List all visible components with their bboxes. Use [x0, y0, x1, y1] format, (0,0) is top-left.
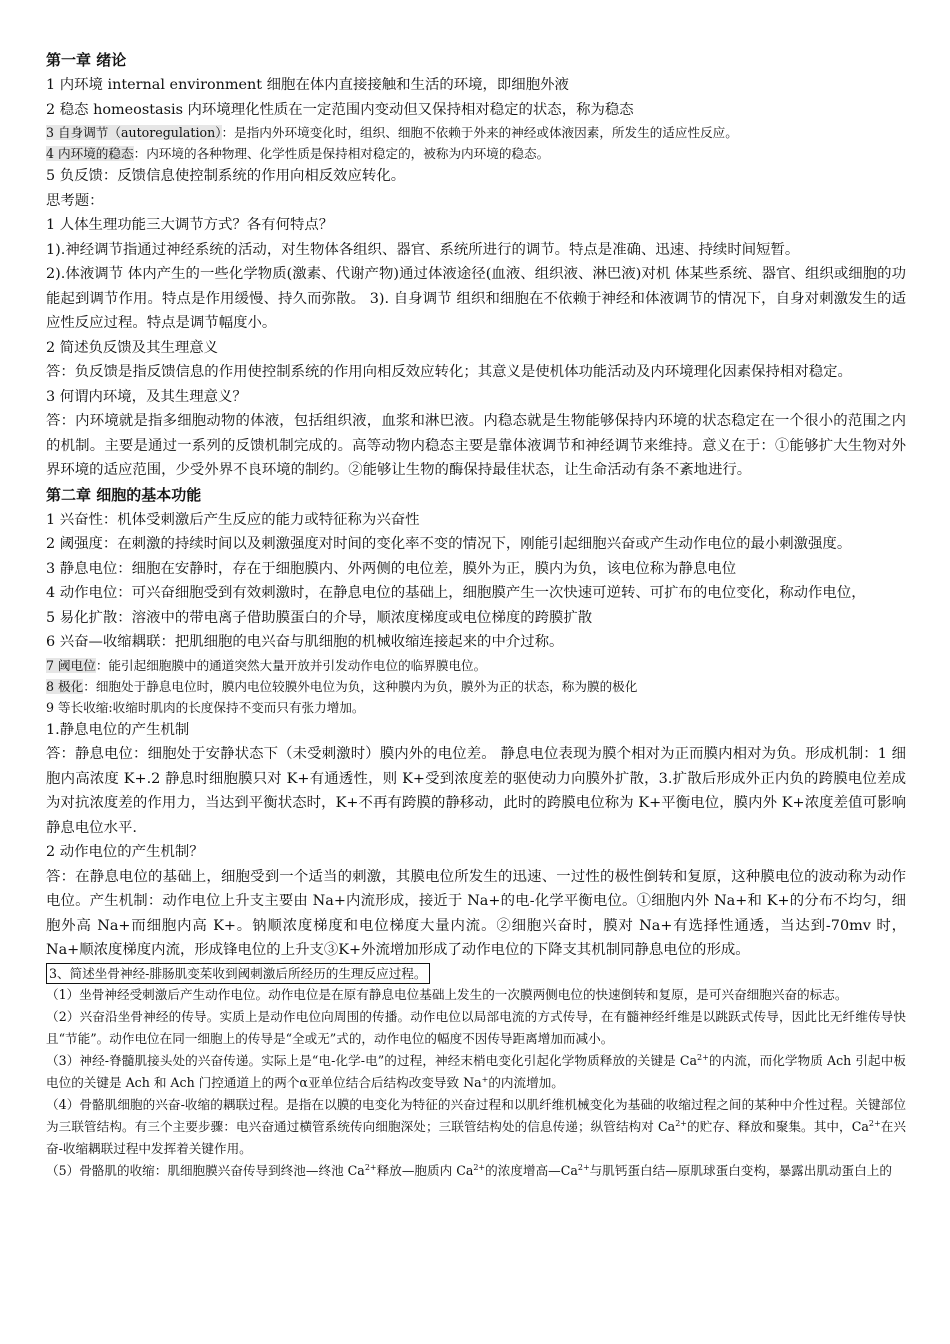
- ch1-def-2: 2 稳态 homeostasis 内环境理化性质在一定范围内变动但又保持相对稳定的状态，称为稳态: [46, 101, 634, 118]
- ch2-def-7: [46, 655, 906, 676]
- ch1-def-4-text: ：内环境的各种物理、化学性质是保持相对稳定的，被称为内环境的稳态。: [133, 146, 550, 161]
- ch1-answer-3: 答：内环境就是指多细胞动物的体液，包括组织液，血浆和淋巴液。内稳态就是生物能够保持内环境的状态稳定在一个很小的范围之内的机制。主要是通过一系列的反馈机制完成的。高等动物内稳态主要是靠体液调节和神经调节来维持。意义在于：①能够扩大生物对外界环境的适应范围，少受外界不良环境的制约。②能够让生物的酶保持最佳状态，让生命活动有条不紊地进行。: [46, 413, 906, 478]
- chapter-1-title: 第一章 绪论: [46, 51, 127, 69]
- ch2-step-1: （1）坐骨神经受刺激后产生动作电位。动作电位是在原有静息电位基础上发生的一次膜两侧电位的快速倒转和复原，是可兴奋细胞兴奋的标志。: [46, 986, 848, 1002]
- ch2-answer-1: 答：静息电位：细胞处于安静状态下（未受刺激时）膜内外的电位差。 静息电位表现为膜个相对为正而膜内相对为负。形成机制：1 细胞内高浓度 K+.2 静息时细胞膜只对 K+有通透性，则 K+受到浓度差的驱使动力向膜外扩散，3.扩散后形成外正内负的跨膜电位差成为对抗浓度差的作用力，当达到平衡状态时，K+不再有跨膜的静移动，此时的跨膜电位称为 K+平衡电位，膜内外 K+浓度差值可影响静息电位水平.: [46, 746, 906, 836]
- ch2-step-4-part-b: 的贮存、释放和聚集。其中，Ca: [686, 1118, 869, 1134]
- ch2-def-4: 4 动作电位：可兴奋细胞受到有效刺激时，在静息电位的基础上，细胞膜产生一次快速可逆转、可扩布的电位变化，称动作电位，: [46, 585, 866, 601]
- ch1-def-3-label: 3 自身调节（autoregulation）: [46, 125, 222, 140]
- ch2-step-5-part-c: 的浓度增高—Ca: [485, 1162, 578, 1178]
- ch1-answer-1-part-2: 2).体液调节 体内产生的一些化学物质(激素、代谢产物)通过体液途径(血液、组织液、淋巴液)对机 体某些系统、器官、组织或细胞的功能起到调节作用。特点是作用缓慢、持久而弥散。 3). 自身调节 组织和细胞在不依赖于神经和体液调节的情况下，自身对刺激发生的适应性反应过程。特点是调节幅度小。: [46, 266, 906, 331]
- superscript-plus: +: [481, 1074, 489, 1084]
- ch2-def-7-text: ：能引起细胞膜中的通道突然大量开放并引发动作电位的临界膜电位。: [95, 657, 487, 673]
- ch2-step-4-part-a: （4）骨骼肌细胞的兴奋-收缩的耦联过程。是指在以膜的电变化为特征的兴奋过程和以肌纤维机械变化为基础的收缩过程之间的某种中介性过程。关键部位为三联管结构。有三个主要步骤：电兴奋通过横管系统传向细胞深处；三联管结构处的信息传递；纵管结构对 Ca: [46, 1096, 906, 1134]
- ch2-step-4: [46, 1094, 906, 1160]
- ch2-question-3-wrap: [46, 963, 906, 984]
- ch1-def-4-label: 4 内环境的稳态: [46, 146, 134, 161]
- ch2-question-1: 1.静息电位的产生机制: [46, 721, 190, 738]
- ch1-think-heading: 思考题：: [46, 192, 104, 209]
- ch2-def-9: 9 等长收缩:收缩时肌肉的长度保持不变而只有张力增加。: [46, 699, 365, 715]
- ch2-step-3-part-c: 的内流增加。: [488, 1074, 564, 1090]
- ch2-def-8-label: 8 极化: [46, 678, 84, 694]
- ch2-step-4-part-c: 在兴奋-收缩耦联过程中发挥着关键作用。: [46, 1118, 906, 1156]
- ch2-step-3-part-b: 的内流，而化学物质 Ach 引起中板电位的关键是 Ach 和 Ach 门控通道上的两个α亚单位结合后结构改变导致 Na: [46, 1052, 906, 1090]
- ch2-answer-2: 答：在静息电位的基础上，细胞受到一个适当的刺激，其膜电位所发生的迅速、一过性的极性倒转和复原，这种膜电位的波动称为动作电位。产生机制：动作电位上升支主要由 Na+内流形成，接近于 Na+的电-化学平衡电位。①细胞内外 Na+和 K+的分布不均匀，细胞外高 Na+而细胞内高 K+。钠顺浓度梯度和电位梯度大量内流。②细胞兴奋时，膜对 Na+有选择性通透，当达到-70mv 时，Na+顺浓度梯度内流，形成锋电位的上升支③K+外流增加形成了动作电位的下降支其机制同静息电位的形成。: [46, 868, 906, 958]
- ch2-step-5-part-a: （5）骨骼肌的收缩：肌细胞膜兴奋传导到终池—终池 Ca: [46, 1162, 365, 1178]
- ch1-def-3: [46, 122, 906, 143]
- ch1-question-1: 1 人体生理功能三大调节方式？各有何特点？: [46, 217, 334, 233]
- superscript-2plus: 2+: [577, 1162, 590, 1172]
- superscript-2plus: 2+: [697, 1052, 709, 1062]
- ch2-question-2: 2 动作电位的产生机制？: [46, 844, 204, 860]
- ch2-step-3-part-a: （3）神经-脊髓肌接头处的兴奋传递。实际上是“电-化学-电”的过程，神经末梢电变化引起化学物质释放的关键是 Ca: [46, 1052, 698, 1068]
- ch2-step-3: [46, 1050, 906, 1094]
- ch2-question-3: 3、简述坐骨神经-腓肠肌变茱收到阈刺激后所经历的生理反应过程。: [46, 963, 430, 984]
- ch1-def-5: 5 负反馈：反馈信息使控制系统的作用向相反效应转化。: [46, 168, 406, 184]
- chapter-2-title: 第二章 细胞的基本功能: [46, 485, 202, 504]
- ch2-def-8: [46, 676, 906, 697]
- ch2-def-8-text: ：细胞处于静息电位时，膜内电位较膜外电位为负，这种膜内为负，膜外为正的状态，称为膜的极化: [83, 678, 638, 694]
- ch1-def-4: [46, 143, 906, 164]
- ch2-step-5-part-d: 与肌钙蛋白结—原肌球蛋白变构，暴露出肌动蛋白上的: [589, 1162, 892, 1178]
- superscript-2plus: 2+: [364, 1162, 377, 1172]
- ch2-step-5-part-b: 释放—胞质内 Ca: [376, 1162, 474, 1178]
- ch1-question-3: 3 何谓内环境，及其生理意义？: [46, 388, 247, 405]
- superscript-2plus: 2+: [675, 1118, 687, 1128]
- superscript-2plus: 2+: [868, 1118, 881, 1128]
- ch2-step-2: （2）兴奋沿坐骨神经的传导。实质上是动作电位向周围的传播。动作电位以局部电流的方式传导，在有髓神经纤维是以跳跃式传导，因此比无纤维传导快且“节能”。动作电位在同一细胞上的传导是“全或无”式的，动作电位的幅度不因传导距离增加而减小。: [46, 1008, 906, 1046]
- ch2-def-3: 3 静息电位：细胞在安静时，存在于细胞膜内、外两侧的电位差，膜外为正，膜内为负，该电位称为静息电位: [46, 560, 737, 577]
- ch2-def-6: 6 兴奋—收缩耦联：把肌细胞的电兴奋与肌细胞的机械收缩连接起来的中介过称。: [46, 634, 564, 650]
- ch1-def-3-text: ：是指内外环境变化时，组织、细胞不依赖于外来的神经或体液因素，所发生的适应性反应。: [221, 125, 738, 140]
- ch2-def-1: 1 兴奋性：机体受刺激后产生反应的能力或特征称为兴奋性: [46, 511, 420, 528]
- ch2-def-2: 2 阈强度：在刺激的持续时间以及刺激强度对时间的变化率不变的情况下，刚能引起细胞兴奋或产生动作电位的最小刺激强度。: [46, 536, 852, 552]
- ch1-answer-2: 答：负反馈是指反馈信息的作用使控制系统的作用向相反效应转化；其意义是使机体功能活动及内环境理化因素保持相对稳定。: [46, 364, 852, 380]
- ch2-step-5: [46, 1160, 906, 1182]
- superscript-2plus: 2+: [473, 1162, 486, 1172]
- ch1-def-1: 1 内环境 internal environment 细胞在体内直接接触和生活的环境，即细胞外液: [46, 77, 569, 93]
- ch2-def-5: 5 易化扩散：溶液中的带电离子借助膜蛋白的介导，顺浓度梯度或电位梯度的跨膜扩散: [46, 609, 593, 626]
- ch1-question-2: 2 简述负反馈及其生理意义: [46, 339, 219, 356]
- ch1-answer-1-part-1: 1).神经调节指通过神经系统的活动，对生物体各组织、器官、系统所进行的调节。特点是准确、迅速、持续时间短暂。: [46, 241, 800, 258]
- ch2-def-7-label: 7 阈电位: [46, 657, 96, 673]
